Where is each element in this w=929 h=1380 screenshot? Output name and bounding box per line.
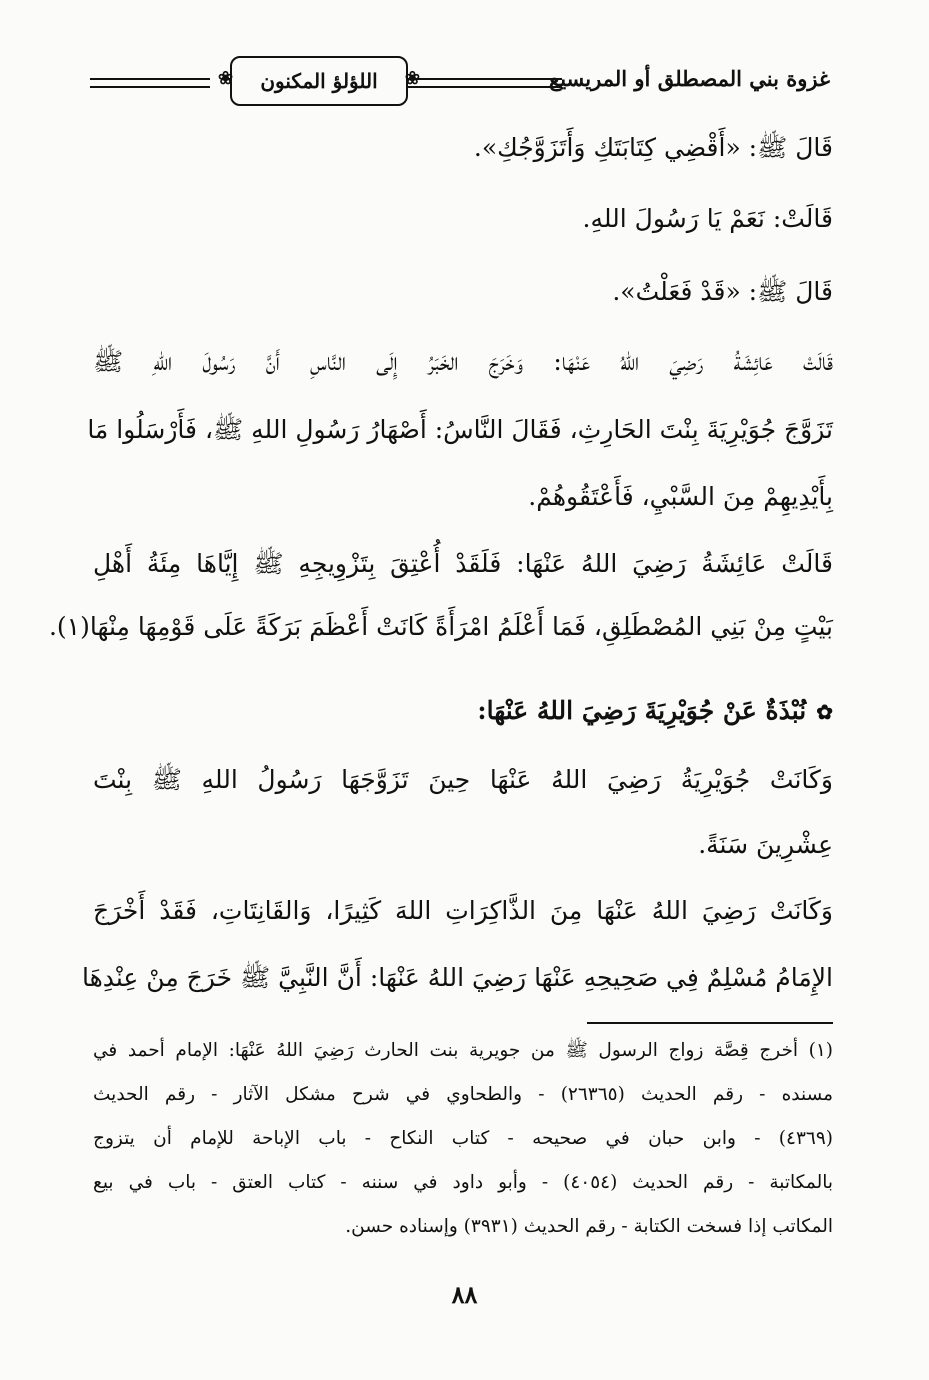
footnote-line: مسنده - رقم الحديث (٢٦٣٦٥) - والطحاوي في شرح مشكل الآثار - رقم الحديث (93, 1084, 833, 1105)
footnote-line: (٤٣٦٩) - وابن حبان في صحيحه - كتاب النكاح - باب الإباحة للإمام أن يتزوج (93, 1128, 833, 1149)
flower-bullet-icon: ✿ (816, 700, 833, 724)
text-line: قَالَتْ: نَعَمْ يَا رَسُولَ اللهِ. (582, 204, 833, 233)
book-title-cartouche (230, 56, 408, 106)
text-line: الإِمَامُ مُسْلِمٌ فِي صَحِيحِهِ عَنْهَا رَضِيَ اللهُ عَنْهَا: أَنَّ النَّبِيَّ ﷺ خَرَجَ مِنْ عِنْدِهَا (81, 963, 833, 992)
page-header (90, 56, 830, 106)
footnote-separator (587, 1022, 833, 1024)
footnote-line: بالمكاتبة - رقم الحديث (٤٠٥٤) - وأبو داود في سننه - كتاب العتق - باب في بيع (93, 1172, 833, 1193)
text-line: قَالَتْ عَائِشَةُ رَضِيَ اللهُ عَنْهَا: فَلَقَدْ أُعْتِقَ بِتَزْوِيجِهِ ﷺ إِيَّاهَا مِئَةُ أَهْلِ (93, 549, 833, 578)
header-rule (90, 78, 210, 88)
text-line: بَيْتٍ مِنْ بَنِي المُصْطَلِقِ، فَمَا أَعْلَمُ امْرَأَةً كَانَتْ أَعْظَمَ بَرَكَةً عَلَى قَوْمِهَا مِنْهَا(١). (48, 612, 833, 641)
text-line: بِأَيْدِيهِمْ مِنَ السَّبْيِ، فَأَعْتَقُوهُمْ. (528, 482, 833, 511)
text-line: تَزَوَّجَ جُوَيْرِيَةَ بِنْتَ الحَارِثِ، فَقَالَ النَّاسُ: أَصْهَارُ رَسُولِ اللهِ ﷺ، فَأَرْسَلُوا مَا (87, 415, 833, 444)
text-line: وَكَانَتْ جُوَيْرِيَةُ رَضِيَ اللهُ عَنْهَا حِينَ تَزَوَّجَهَا رَسُولُ اللهِ ﷺ بِنْتَ (93, 765, 833, 794)
text-line: عِشْرِينَ سَنَةً. (698, 830, 833, 859)
section-heading (93, 696, 833, 725)
text-line: قَالَ ﷺ: «قَدْ فَعَلْتُ». (612, 277, 833, 306)
chapter-title: غزوة بني المصطلق أو المريسيع (549, 66, 830, 91)
footnote-line: (١) أخرج قِصَّة زواج الرسول ﷺ من جويرية بنت الحارث رَضِيَ اللهُ عَنْهَا: الإمام أحمد في (93, 1040, 833, 1061)
text-line: وَكَانَتْ رَضِيَ اللهُ عَنْهَا مِنَ الذَّاكِرَاتِ اللهَ كَثِيرًا، وَالقَانِتَاتِ، فَقَدْ أَخْرَجَ (93, 896, 833, 925)
text-line: قَالَتْ عَائِشَةُ رَضِيَ اللهُ عَنْهَا: وَخَرَجَ الخَبَرُ إِلَى النَّاسِ أَنَّ رَسُولَ اللهِ ﷺ (93, 347, 833, 376)
section-heading-text: نُبْذَةٌ عَنْ جُوَيْرِيَةَ رَضِيَ اللهُ عَنْهَا: (477, 696, 807, 725)
page-number: ٨٨ (451, 1280, 478, 1309)
text-line: قَالَ ﷺ: «أَقْضِي كِتَابَتَكِ وَأَتَزَوَّجُكِ». (473, 133, 833, 162)
book-title: ❀ اللؤلؤ المكنون (260, 69, 378, 93)
footnote-line: المكاتب إذا فسخت الكتابة - رقم الحديث (٣٩٣١) وإسناده حسن. (345, 1216, 833, 1237)
